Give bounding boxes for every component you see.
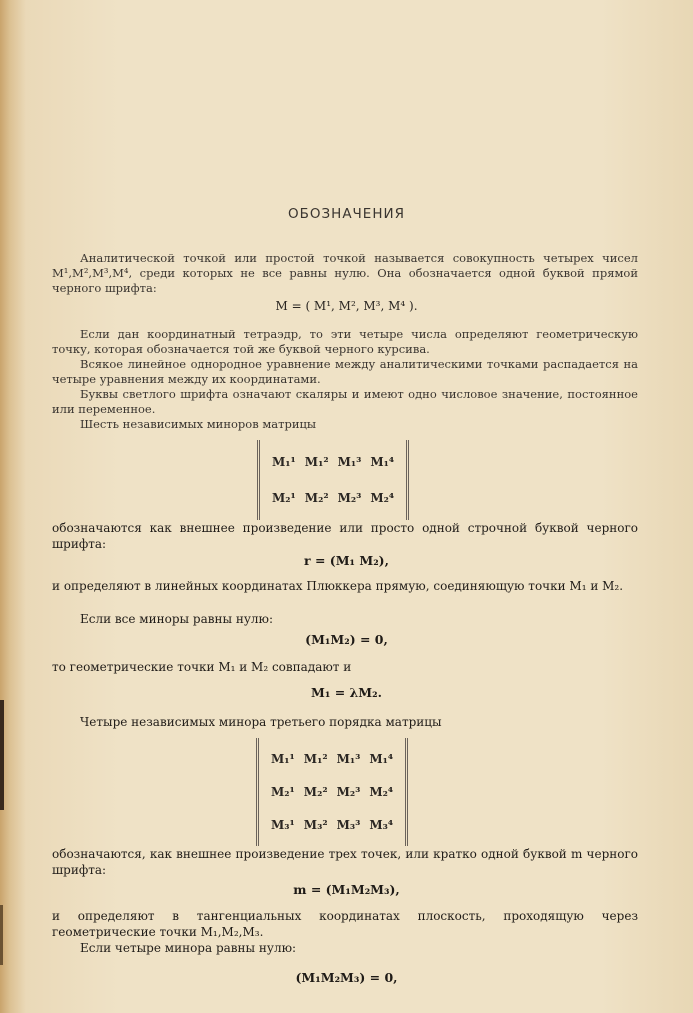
formula-coplanar: (M₁M₂M₃) = 0, [295, 970, 398, 985]
paragraph-four-minors-zero: Если четыре минора равны нулю: [80, 941, 297, 955]
binding-mark [0, 700, 4, 810]
matrix-entry: M₁⁴ [369, 751, 394, 766]
matrix-entry: M₁³ [336, 751, 361, 766]
paragraph-linear-equation: Всякое линейное однородное уравнение между аналитическими точками распадается на четыре уравнения между их координатами. [52, 357, 638, 386]
matrix-entry: M₂⁴ [370, 491, 395, 505]
paragraph-third-order-minors: Четыре независимых минора третьего порядка матрицы [80, 715, 442, 729]
paragraph-analytic-point: Аналитической точкой или простой точкой называется совокупность четырех чисел M¹,M²,M³,M⁴, среди которых не все равны нулю. Она обозначается одной буквой прямой черного шрифта: [52, 251, 638, 295]
paragraph-plucker-line: и определяют в линейных координатах Плюккера прямую, соединяющую точки M₁ и M₂. [52, 579, 624, 593]
formula-line-r: r = (M₁ M₂), [304, 553, 389, 568]
paragraph-tangential: и определяют в тангенциальных координатах плоскость, проходящую через геометрические точки M₁,M₂,M₃. [52, 909, 638, 939]
paragraph-plane-product: обозначаются, как внешнее произведение трех точек, или кратко одной буквой m черного шрифта: [52, 847, 638, 877]
paragraph-outer-product: обозначаются как внешнее произведение или просто одной строчной буквой черного шрифта: [52, 521, 638, 551]
formula-plane-m: m = (M₁M₂M₃), [293, 882, 400, 897]
matrix-entry: M₂³ [336, 784, 361, 799]
matrix-entry: M₃³ [336, 818, 361, 833]
matrix-entry: M₁² [303, 751, 328, 766]
matrix-entry: M₁¹ [272, 455, 296, 469]
matrix-entry: M₁¹ [271, 751, 295, 766]
matrix-entry: M₂¹ [271, 784, 295, 799]
formula-minors-zero: (M₁M₂) = 0, [305, 632, 388, 647]
matrix-entry: M₂² [303, 784, 328, 799]
matrix-entry: M₂³ [337, 491, 362, 505]
matrix-entry: M₂⁴ [369, 784, 394, 799]
matrix-two-rows [257, 440, 409, 520]
formula-lambda: M₁ = λM₂. [311, 685, 382, 700]
matrix-entry: M₃¹ [271, 818, 295, 833]
page-title: ОБОЗНАЧЕНИЯ [288, 206, 405, 222]
matrix-entry: M₁² [304, 455, 329, 469]
paragraph-scalars: Буквы светлого шрифта означают скаляры и имеют одно числовое значение, постоянное или переменное. [52, 387, 638, 416]
matrix-entry: M₃² [303, 818, 328, 833]
paragraph-points-coincide: то геометрические точки M₁ и M₂ совпадают и [52, 660, 352, 674]
matrix-entry: M₂¹ [272, 491, 296, 505]
binding-mark [0, 905, 3, 965]
paragraph-minors-zero: Если все миноры равны нулю: [80, 612, 274, 626]
matrix-entry: M₂² [304, 491, 329, 505]
matrix-entry: M₃⁴ [369, 818, 394, 833]
matrix-entry: M₁⁴ [370, 455, 395, 469]
matrix-three-rows [256, 738, 408, 846]
paragraph-six-minors: Шесть независимых миноров матрицы [80, 417, 317, 431]
formula-point-M: M = ( M¹, M², M³, M⁴ ). [275, 299, 418, 313]
matrix-entry: M₁³ [337, 455, 362, 469]
paragraph-tetrahedron: Если дан координатный тетраэдр, то эти четыре числа определяют геометрическую точку, которая обозначается той же буквой черного курсива. [52, 327, 638, 356]
